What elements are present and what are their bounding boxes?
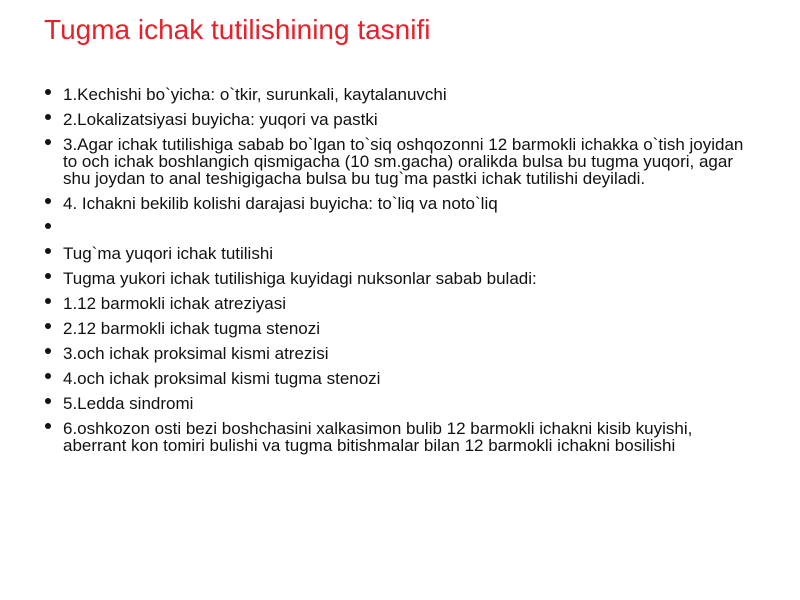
list-item-empty bbox=[44, 220, 754, 237]
list-item-text: 3.Agar ichak tutilishiga sabab bo`lgan to`siq oshqozonni 12 barmokli ichakka o`tish joyidan to och ichak boshlangich qismigacha (10 sm.gacha) oralikda bulsa bu tugma yuqori, agar shu joydan to anal teshigigacha bulsa bu tug`ma pastki ichak tutilishi deyiladi. bbox=[63, 135, 744, 188]
list-item bbox=[44, 195, 754, 212]
list-item-text: 5.Ledda sindromi bbox=[63, 394, 194, 413]
bullet-icon bbox=[45, 298, 51, 304]
list-item bbox=[44, 270, 754, 287]
bullet-icon bbox=[45, 273, 51, 279]
list-item-text: Tug`ma yuqori ichak tutilishi bbox=[63, 244, 274, 263]
list-item bbox=[44, 395, 754, 412]
list-item-text: 3.och ichak proksimal kismi atrezisi bbox=[63, 344, 329, 363]
list-item bbox=[44, 245, 754, 262]
bullet-list bbox=[44, 86, 754, 462]
list-item-text: 1.Kechishi bo`yicha: o`tkir, surunkali, kaytalanuvchi bbox=[63, 85, 447, 104]
list-item-text: 1.12 barmokli ichak atreziyasi bbox=[63, 294, 286, 313]
list-item bbox=[44, 320, 754, 337]
bullet-icon bbox=[45, 223, 51, 229]
list-item bbox=[44, 86, 754, 103]
list-item bbox=[44, 111, 754, 128]
list-item bbox=[44, 370, 754, 387]
list-item bbox=[44, 136, 754, 187]
bullet-icon bbox=[45, 89, 51, 95]
slide-title: Tugma ichak tutilishining tasnifi bbox=[44, 14, 431, 45]
list-item bbox=[44, 295, 754, 312]
list-item bbox=[44, 420, 754, 454]
bullet-icon bbox=[45, 323, 51, 329]
list-item-text: 6.oshkozon osti bezi boshchasini xalkasimon bulib 12 barmokli ichakni kisib kuyishi, aberrant kon tomiri bulishi va tugma bitishmalar bilan 12 barmokli ichakni bosilishi bbox=[63, 419, 693, 455]
list-item-text: 4. Ichakni bekilib kolishi darajasi buyicha: to`liq va noto`liq bbox=[63, 194, 498, 213]
list-item-text: Tugma yukori ichak tutilishiga kuyidagi nuksonlar sabab buladi: bbox=[63, 269, 537, 288]
list-item-text: 2.Lokalizatsiyasi buyicha: yuqori va pastki bbox=[63, 110, 378, 129]
list-item-text: 2.12 barmokli ichak tugma stenozi bbox=[63, 319, 321, 338]
list-item bbox=[44, 345, 754, 362]
bullet-icon bbox=[45, 139, 51, 145]
bullet-icon bbox=[45, 114, 51, 120]
list-item-text: 4.och ichak proksimal kismi tugma stenozi bbox=[63, 369, 381, 388]
bullet-icon bbox=[45, 348, 51, 354]
bullet-icon bbox=[45, 248, 51, 254]
bullet-icon bbox=[45, 398, 51, 404]
bullet-icon bbox=[45, 198, 51, 204]
bullet-icon bbox=[45, 423, 51, 429]
bullet-icon bbox=[45, 373, 51, 379]
